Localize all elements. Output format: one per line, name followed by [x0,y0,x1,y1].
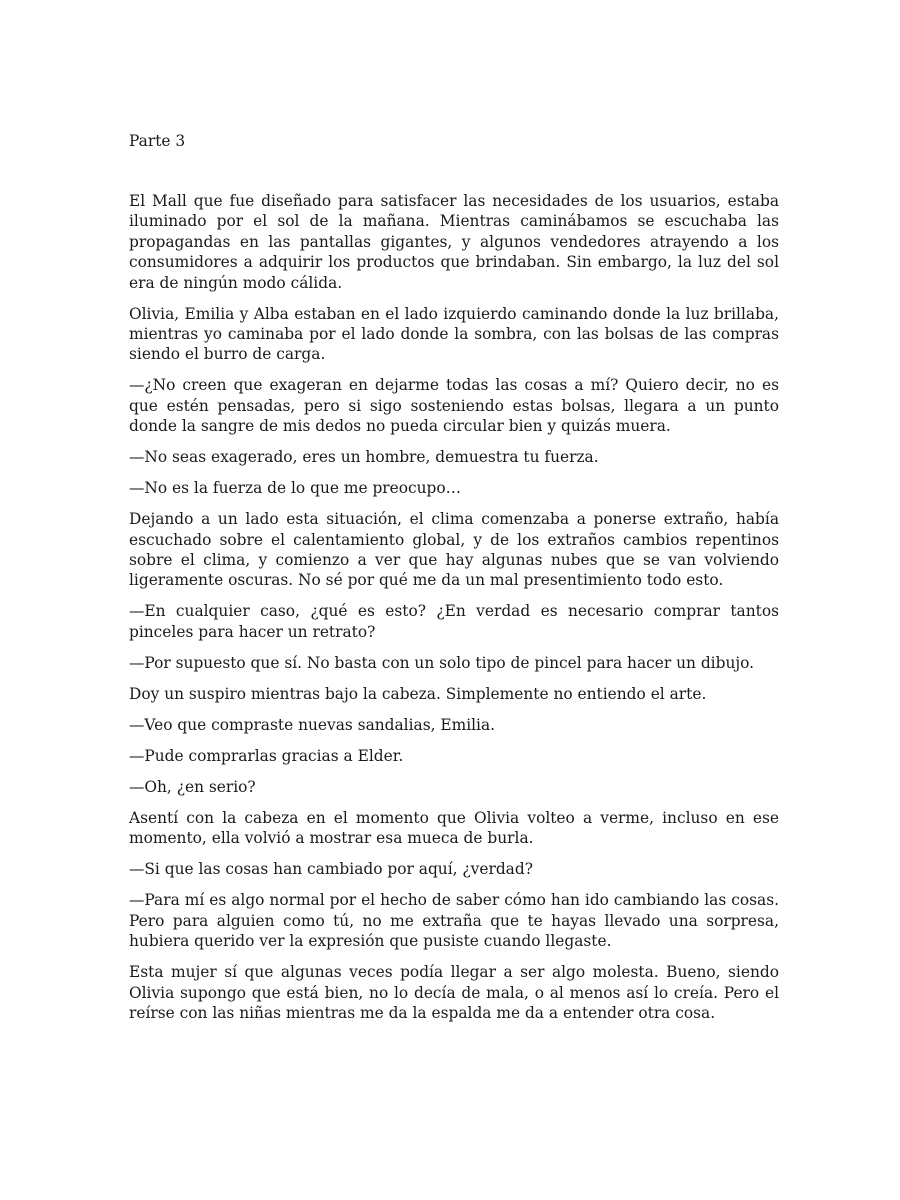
chapter-heading: Parte 3 [129,132,186,150]
paragraph: —No seas exagerado, eres un hombre, demuestra tu fuerza. [129,448,599,467]
paragraph: —No es la fuerza de lo que me preocupo… [129,479,462,498]
paragraph: Olivia, Emilia y Alba estaban en el lado izquierdo caminando donde la luz brillaba, mientras yo caminaba por el lado donde la sombra, con las bolsas de las compras siendo el burro de carga. [129,304,779,364]
document-page [129,131,779,1034]
paragraph: —Pude comprarlas gracias a Elder. [129,746,404,765]
paragraph: —Veo que compraste nuevas sandalias, Emilia. [129,715,496,734]
paragraph: Doy un suspiro mientras bajo la cabeza. Simplemente no entiendo el arte. [129,684,707,703]
paragraph: —Por supuesto que sí. No basta con un solo tipo de pincel para hacer un dibujo. [129,653,755,672]
paragraph: —¿No creen que exageran en dejarme todas las cosas a mí? Quiero decir, no es que estén pensadas, pero si sigo sosteniendo estas bolsas, llegara a un punto donde la sangre de mis dedos no pueda circular bien y quizás muera. [129,376,779,436]
paragraph: Esta mujer sí que algunas veces podía llegar a ser algo molesta. Bueno, siendo Olivia supongo que está bien, no lo decía de mala, o al menos así lo creía. Pero el reírse con las niñas mientras me da la espalda me da a entender otra cosa. [129,963,779,1022]
paragraph: —En cualquier caso, ¿qué es esto? ¿En verdad es necesario comprar tantos pinceles para hacer un retrato? [129,602,779,641]
paragraph: —Para mí es algo normal por el hecho de saber cómo han ido cambiando las cosas. Pero para alguien como tú, no me extraña que te hayas llevado una sorpresa, hubiera querido ver la expresión que pusiste cuando llegaste. [129,891,779,951]
paragraph: Dejando a un lado esta situación, el clima comenzaba a ponerse extraño, había escuchado sobre el calentamiento global, y de los extraños cambios repentinos sobre el clima, y comienzo a ver que hay algunas nubes que se van volviendo ligeramente oscuras. No sé por qué me da un mal presentimiento todo esto. [129,510,779,590]
paragraph: Asentí con la cabeza en el momento que Olivia volteo a verme, incluso en ese momento, ella volvió a mostrar esa mueca de burla. [129,808,779,848]
paragraph: El Mall que fue diseñado para satisfacer las necesidades de los usuarios, estaba iluminado por el sol de la mañana. Mientras caminábamos se escuchaba las propagandas en las pantallas gigantes, y algunos vendedores atrayendo a los consumidores a adquirir los productos que brindaban. Sin embargo, la luz del sol era de ningún modo cálida. [129,192,779,292]
paragraph: —Oh, ¿en serio? [129,777,256,796]
paragraph: —Si que las cosas han cambiado por aquí, ¿verdad? [129,860,533,879]
